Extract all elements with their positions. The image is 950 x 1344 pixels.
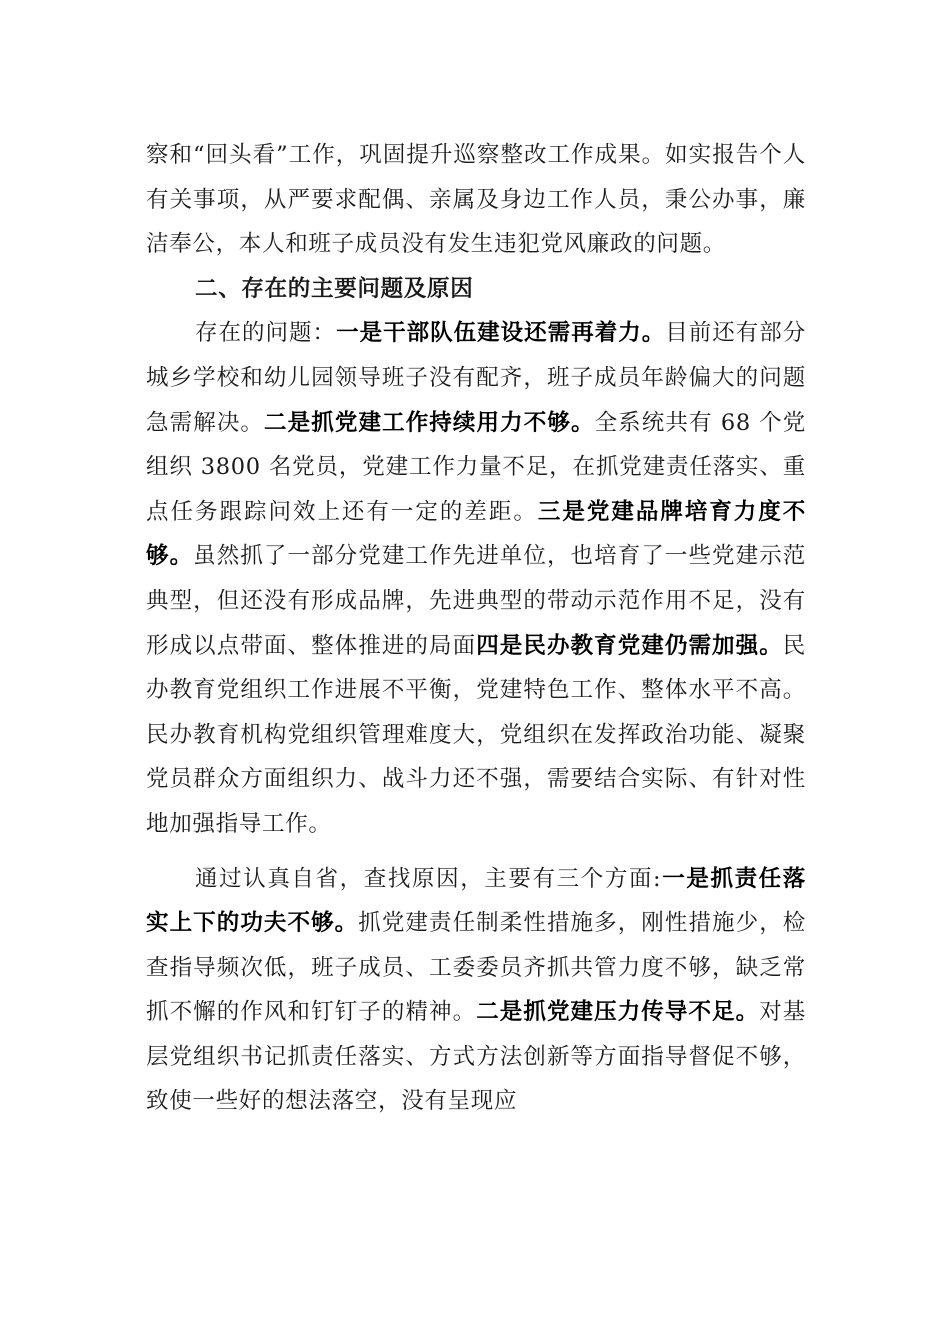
problems-lead-text: 存在的问题： xyxy=(195,320,337,347)
problem-1-text: 目前还有部分城乡学校和幼儿园领导班子没有配齐，班子成员年龄偏大的问题急需解决。 xyxy=(146,320,807,436)
paragraph-inspection-summary xyxy=(146,133,806,267)
problem-2-text: 全系统共有 68 个党组织 3800 名党员，党建工作力量不足，在抓党建责任落实、重点任务跟踪问效上还有一定的差距。 xyxy=(146,409,806,525)
problem-3-text: 虽然抓了一部分党建工作先进单位，也培育了一些党建示范典型，但还没有形成品牌，先进典型的带动示范作用不足，没有形成以点带面、整体推进的局面 xyxy=(146,543,806,659)
problem-4-title: 四是民办教育党建仍需加强。 xyxy=(476,632,783,659)
cause-2-title: 二是抓党建压力传导不足。 xyxy=(476,999,760,1026)
problem-2-title: 二是抓党建工作持续用力不够。 xyxy=(264,409,595,436)
section-heading: 二、存在的主要问题及原因 xyxy=(195,275,474,302)
cause-1-title: 一是抓责任落实上下的功夫不够。 xyxy=(146,865,806,937)
problem-4-text: 民办教育党组织工作进展不平衡，党建特色工作、整体水平不高。民办教育机构党组织管理难度大，党组织在发挥政治功能、凝聚党员群众方面组织力、战斗力还不强，需要结合实际、有针对性地加强指导工作。 xyxy=(146,632,806,837)
cause-1-text: 抓党建责任制柔性措施多，刚性措施少，检查指导频次低，班子成员、工委委员齐抓共管力度不够，缺乏常抓不懈的作风和钉钉子的精神。 xyxy=(146,910,806,1026)
problem-1-title: 一是干部队伍建设还需再着力。 xyxy=(336,320,666,347)
causes-lead-text: 通过认真自省，查找原因，主要有三个方面: xyxy=(195,865,662,892)
cause-2-text: 对基层党组织书记抓责任落实、方式方法创新等方面指导督促不够，致使一些好的想法落空，没有呈现应 xyxy=(146,999,806,1115)
paragraph-spacer xyxy=(146,847,806,857)
paragraph-text: 察和“回头看”工作，巩固提升巡察整改工作成果。如实报告个人有关事项，从严要求配偶、亲属及身边工作人员，秉公办事，廉洁奉公，本人和班子成员没有发生违犯党风廉政的问题。 xyxy=(146,142,806,258)
paragraph-problems xyxy=(146,311,806,846)
problem-3-title: 三是党建品牌培育力度不够。 xyxy=(146,498,806,570)
paragraph-causes xyxy=(146,857,806,1125)
document-body xyxy=(146,133,806,1124)
